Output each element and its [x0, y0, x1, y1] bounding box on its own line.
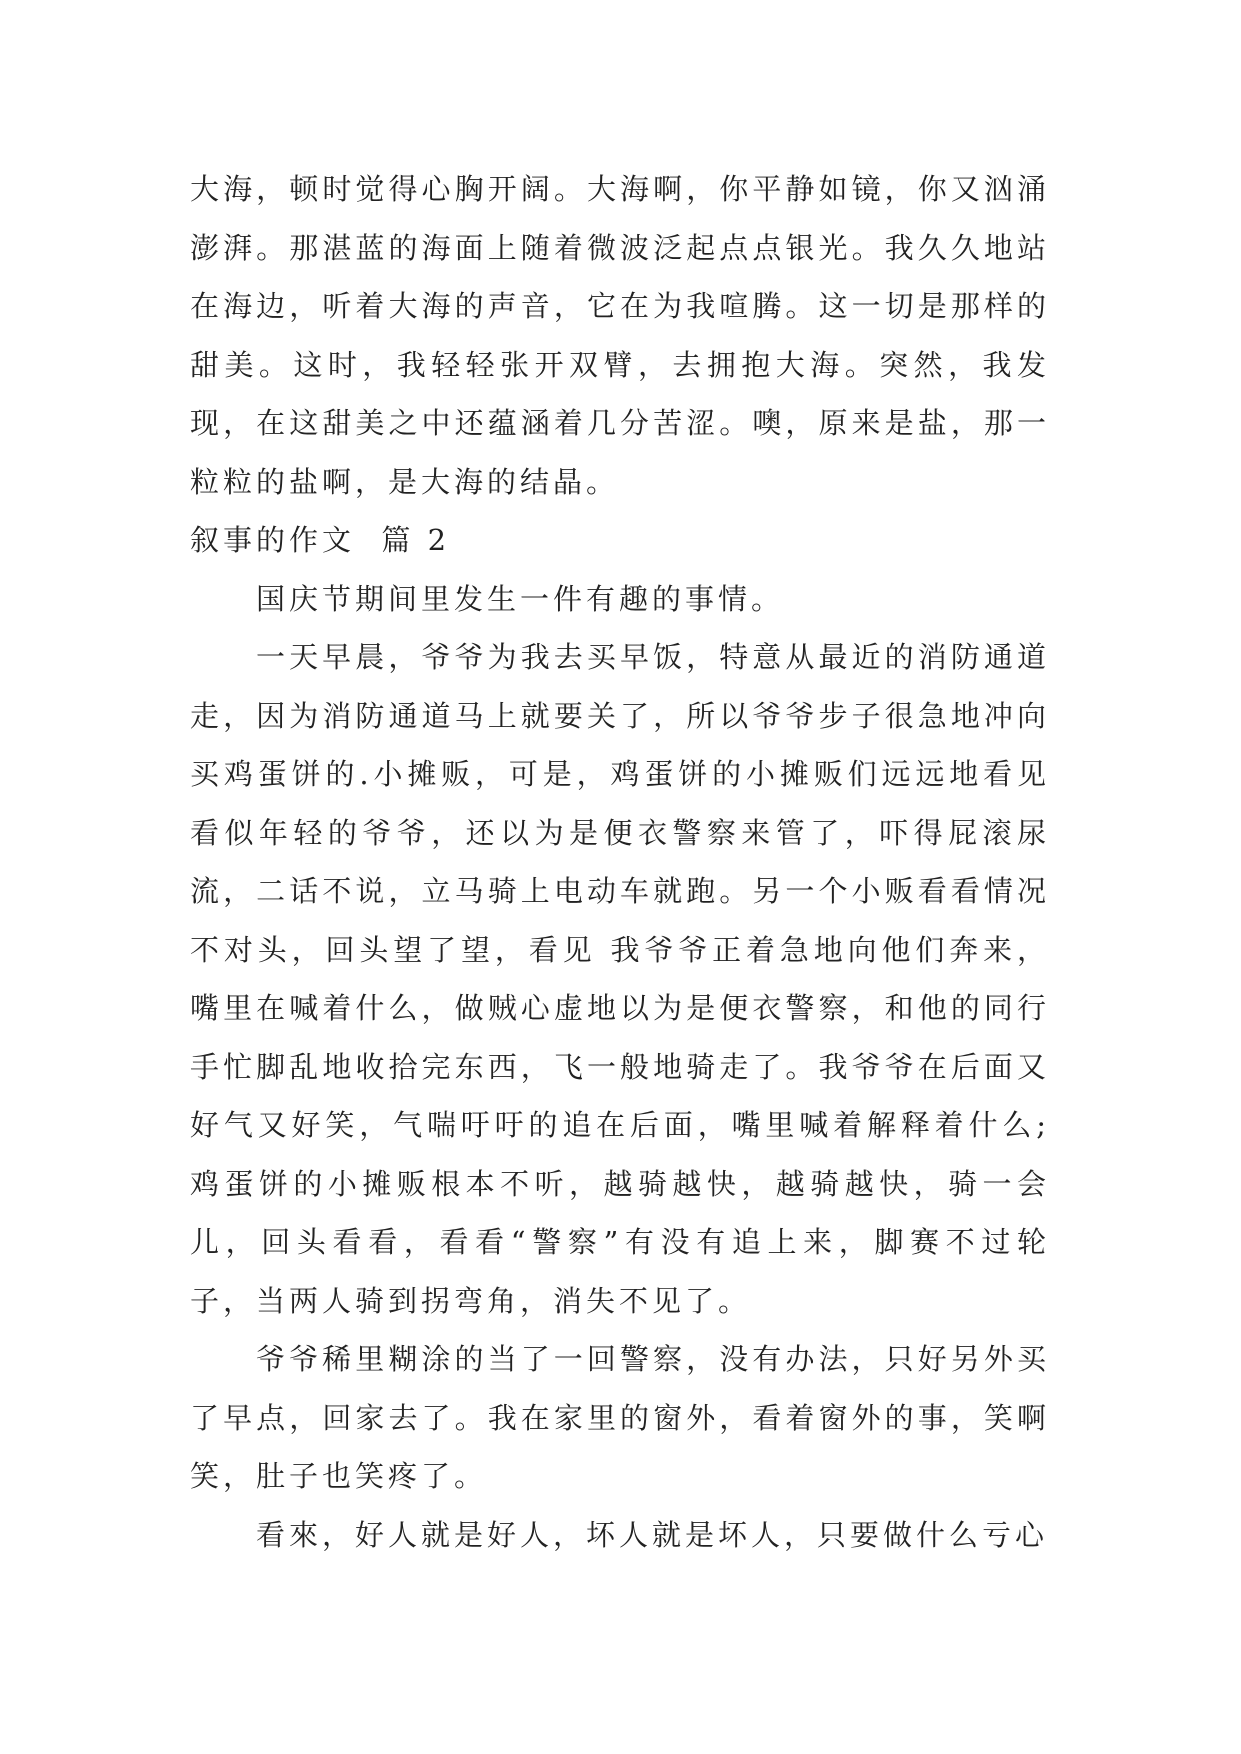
document-page — [190, 160, 1050, 1564]
paragraph-4: 看來，好人就是好人，坏人就是坏人，只要做什么亏心 — [256, 1517, 1049, 1552]
paragraph-1: 国庆节期间里发生一件有趣的事情。 — [256, 581, 785, 616]
paragraph-2: 一天早晨，爷爷为我去买早饭，特意从最近的消防通道走，因为消防通道马上就要关了，所以爷爷步子很急地冲向买鸡蛋饼的.小摊贩，可是，鸡蛋饼的小摊贩们远远地看见看似年轻的爷爷，还以为是便衣警察来管了，吓得屁滚尿流，二话不说，立马骑上电动车就跑。另一个小贩看看情况不对头，回头望了望，看见 我爷爷正着急地向他们奔来，嘴里在喊着什么，做贼心虚地以为是便衣警察，和他的同行手忙脚乱地收拾完东西，飞一般地骑走了。我爷爷在后面又好气又好笑，气喘吁吁的追在后面，嘴里喊着解释着什么;鸡蛋饼的小摊贩根本不听，越骑越快，越骑越快，骑一会儿，回头看看，看看“警察”有没有追上来，脚赛不过轮子，当两人骑到拐弯角，消失不见了。 — [190, 640, 1050, 1318]
paragraph-3: 爷爷稀里糊涂的当了一回警察，没有办法，只好另外买了早点，回家去了。我在家里的窗外，看着窗外的事，笑啊笑，肚子也笑疼了。 — [190, 1342, 1050, 1493]
section-heading: 叙事的作文 篇 2 — [190, 523, 451, 557]
continued-paragraph: 大海，顿时觉得心胸开阔。大海啊，你平静如镜，你又汹涌澎湃。那湛蓝的海面上随着微波泛起点点银光。我久久地站在海边，听着大海的声音，它在为我喧腾。这一切是那样的甜美。这时，我轻轻张开双臂，去拥抱大海。突然，我发现，在这甜美之中还蕴涵着几分苦涩。噢，原来是盐，那一粒粒的盐啊，是大海的结晶。 — [190, 172, 1050, 499]
